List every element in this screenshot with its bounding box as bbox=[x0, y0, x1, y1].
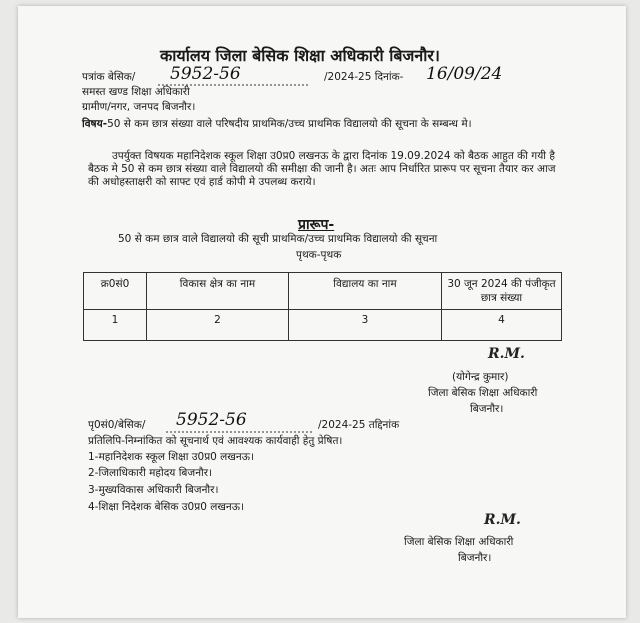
officer-name: (योगेन्द्र कुमार) bbox=[452, 371, 509, 383]
subject-text: 50 से कम छात्र संख्या वाले परिषदीय प्राथमिक/उच्च प्राथमिक विद्यालयो की सूचना के सम्बन्ध मे। bbox=[107, 118, 472, 130]
officer-place-1: बिजनौर। bbox=[470, 403, 504, 415]
officer-place-2: बिजनौर। bbox=[458, 552, 492, 564]
officer-designation-2: जिला बेसिक शिक्षा अधिकारी bbox=[404, 536, 514, 548]
col-header-school: विद्यालय का नाम bbox=[289, 273, 442, 310]
format-table bbox=[83, 272, 562, 341]
ref-prefix: पत्रांक बेसिक/ bbox=[82, 71, 136, 83]
table-header-row bbox=[84, 273, 562, 310]
recipient-line1: समस्त खण्ड शिक्षा अधिकारी bbox=[82, 86, 190, 98]
signature-2: R.M. bbox=[484, 512, 521, 528]
copy-item: 3-मुख्यविकास अधिकारी बिजनौर। bbox=[88, 484, 219, 496]
body-paragraph: उपर्युक्त विषयक महानिदेशक स्कूल शिक्षा उ0प्र0 लखनऊ के द्वारा दिनांक 19.09.2024 को बैठक आहुत की गयी है बैठक मे 50 से कम छात्र संख्या वाले विद्यालयो की समीक्षा की जानी है। अतः आप निर्धारित प्रारूप पर सूचना तैयार कर आज की अधोहस्ताक्षरी को साफ्ट एवं हार्ड कोपी मे उपलब्ध कराये। bbox=[88, 150, 556, 188]
subject bbox=[82, 118, 568, 131]
signature-1: R.M. bbox=[488, 346, 525, 362]
recipient-line2: ग्रामीण/नगर, जनपद बिजनौर। bbox=[82, 101, 196, 113]
table-cell: 1 bbox=[84, 310, 147, 341]
copy-ref-suffix: /2024-25 तद्दिनांक bbox=[318, 419, 400, 431]
col-header-serial: क्र0सं0 bbox=[84, 273, 147, 310]
officer-designation-1: जिला बेसिक शिक्षा अधिकारी bbox=[428, 387, 538, 399]
col-header-block: विकास क्षेत्र का नाम bbox=[147, 273, 289, 310]
ref-number-handwritten: 5952-56 bbox=[170, 64, 241, 84]
format-heading: प्रारूप- bbox=[298, 217, 335, 233]
copy-item: 2-जिलाधिकारी महोदय बिजनौर। bbox=[88, 467, 213, 479]
table-cell: 2 bbox=[147, 310, 289, 341]
col-header-enrollment: 30 जून 2024 की पंजीकृत छात्र संख्या bbox=[442, 273, 562, 310]
copy-ref-number-handwritten: 5952-56 bbox=[176, 410, 247, 430]
table-row bbox=[84, 310, 562, 341]
copy-item: 1-महानिदेशक स्कूल शिक्षा उ0प्र0 लखनऊ। bbox=[88, 451, 254, 463]
format-line1: 50 से कम छात्र वाले विद्यालयो की सूची प्राथमिक/उच्च प्राथमिक विद्यालयो की सूचना bbox=[118, 233, 438, 245]
copy-item: 4-शिक्षा निदेशक बेसिक उ0प्र0 लखनऊ। bbox=[88, 501, 244, 513]
copy-intro: प्रतिलिपि-निम्नांकित को सूचनार्थ एवं आवश्यक कार्यवाही हेतु प्रेषित। bbox=[88, 435, 343, 447]
ref-suffix: /2024-25 दिनांक- bbox=[324, 71, 404, 83]
date-handwritten: 16/09/24 bbox=[426, 64, 503, 84]
format-line2: पृथक-पृथक bbox=[296, 249, 342, 261]
table-cell: 3 bbox=[289, 310, 442, 341]
copy-ref-prefix: पृ0सं0/बेसिक/ bbox=[88, 419, 146, 431]
table-cell: 4 bbox=[442, 310, 562, 341]
office-title: कार्यालय जिला बेसिक शिक्षा अधिकारी बिजनौर। bbox=[160, 46, 440, 65]
subject-label: विषय- bbox=[82, 118, 108, 130]
